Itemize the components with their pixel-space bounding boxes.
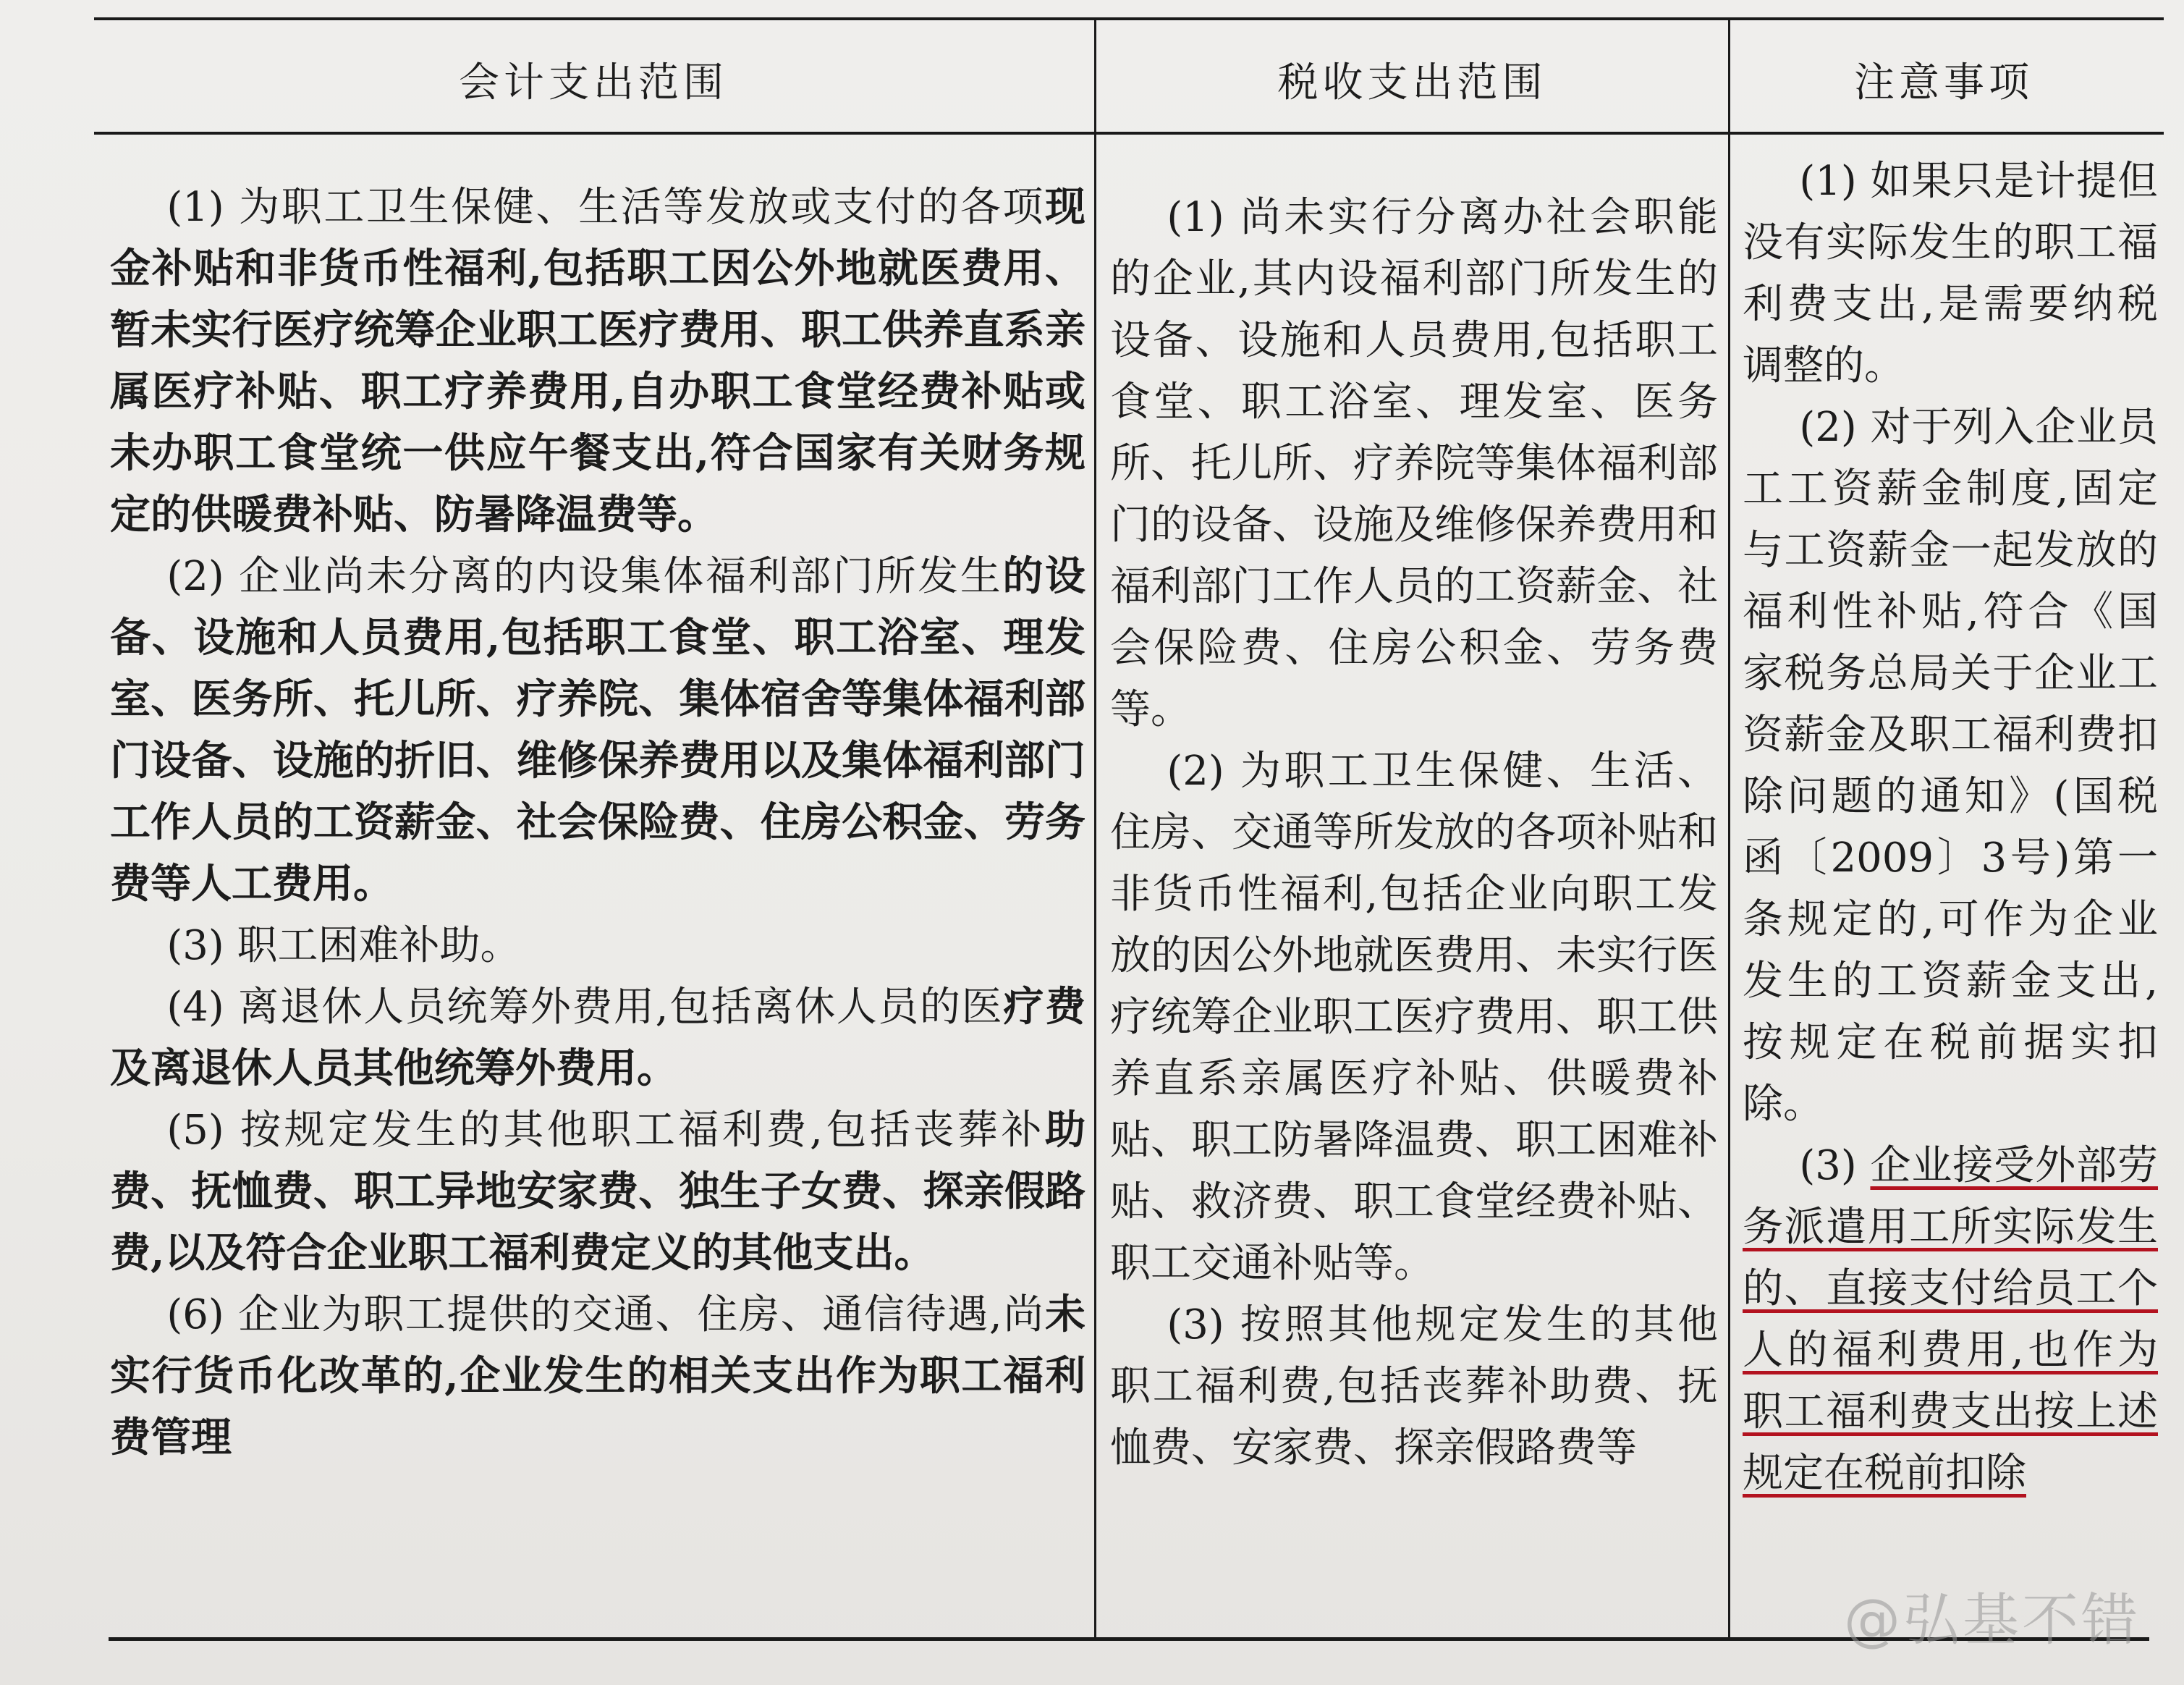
tax-item: (2) 为职工卫生保健、生活、住房、交通等所发放的各项补贴和非货币性福利,包括企业向职工发放的因公外地就医费用、未实行医疗统筹企业职工医疗费用、职工供养直系亲属医疗补贴、供暖费补贴、职工防暑降温费、职工困难补贴、救济费、职工食堂经费补贴、职工交通补贴等。 [1110, 748, 1718, 1287]
note-item: (2) 对于列入企业员工工资薪金制度,固定与工资薪金一起发放的福利性补贴,符合《国家税务总局关于企业工资薪金及职工福利费扣除问题的通知》(国税函〔2009〕3号)第一条规定的,可作为企业发生的工资薪金支出,按规定在税前据实扣除。 [1743, 404, 2158, 1128]
notes-cell [1743, 151, 2158, 1504]
column-divider-2 [1728, 19, 1730, 1639]
tax-item: (3) 按照其他规定发生的其他职工福利费,包括丧葬补助费、抚恤费、安家费、探亲假路费等 [1110, 1301, 1718, 1471]
note-item: (1) 如果只是计提但没有实际发生的职工福利费支出,是需要纳税调整的。 [1743, 158, 2158, 389]
column-divider-1 [1094, 19, 1096, 1639]
header-notes: 注意事项 [1854, 59, 2033, 106]
accounting-item: (3) 职工困难补助。 [166, 922, 521, 969]
header-tax-scope: 税收支出范围 [1277, 59, 1547, 106]
header-accounting-scope: 会计支出范围 [459, 59, 728, 106]
accounting-item: (2) 企业尚未分离的内设集体福利部门所发生的设备、设施和人员费用,包括职工食堂、职工浴室、理发室、医务所、托儿所、疗养院、集体宿舍等集体福利部门设备、设施的折旧、维修保养费用以及集体福利部门工作人员的工资薪金、社会保险费、住房公积金、劳务费等人工费用。 [110, 552, 1086, 908]
tax-item: (1) 尚未实行分离办社会职能的企业,其内设福利部门所发生的设备、设施和人员费用,包括职工食堂、职工浴室、理发室、医务所、托儿所、疗养院等集体福利部门的设备、设施及维修保养费用和福利部门工作人员的工资薪金、社会保险费、住房公积金、劳务费等。 [1110, 194, 1718, 733]
accounting-scope-cell [110, 177, 1085, 1469]
note-item: (3) 企业接受外部劳务派遣用工所实际发生的、直接支付给员工个人的福利费用,也作为职工福利费支出按上述规定在税前扣除 [1743, 1142, 2159, 1497]
top-rule [94, 17, 2164, 20]
accounting-item: (5) 按规定发生的其他职工福利费,包括丧葬补助费、抚恤费、职工异地安家费、独生子女费、探亲假路费,以及符合企业职工福利费定义的其他支出。 [110, 1106, 1085, 1277]
header-rule [94, 132, 2164, 135]
red-underlined-text: 企业接受外部劳务派遣用工所实际发生的、直接支付给员工个人的福利费用,也作为职工福利费支出按上述规定在税前扣除 [1743, 1142, 2159, 1497]
accounting-item: (4) 离退休人员统筹外费用,包括离休人员的医疗费及离退休人员其他统筹外费用。 [110, 983, 1085, 1092]
tax-scope-cell [1110, 187, 1718, 1479]
accounting-item: (6) 企业为职工提供的交通、住房、通信待遇,尚未实行货币化改革的,企业发生的相关支出作为职工福利费管理 [110, 1291, 1085, 1461]
accounting-item: (1) 为职工卫生保健、生活等发放或支付的各项现金补贴和非货币性福利,包括职工因公外地就医费用、暂未实行医疗统筹企业职工医疗费用、职工供养直系亲属医疗补贴、职工疗养费用,自办职工食堂经费补贴或未办职工食堂统一供应午餐支出,符合国家有关财务规定的供暖费补贴、防暑降温费等。 [110, 183, 1085, 539]
watermark: @弘基不错 [1843, 1588, 2141, 1653]
